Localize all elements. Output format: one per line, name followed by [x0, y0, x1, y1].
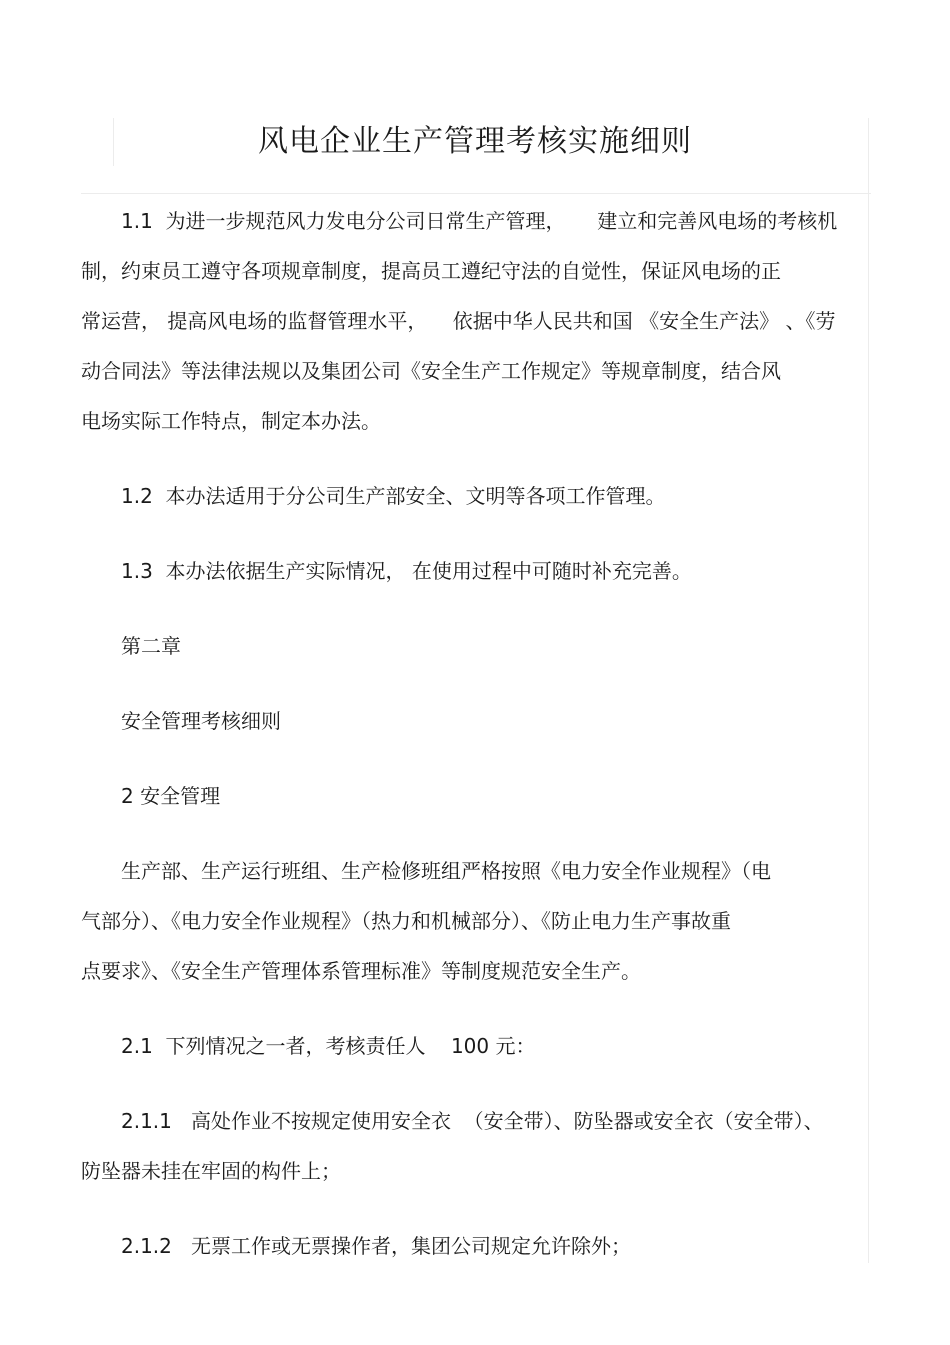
- paragraph-line: 第二章: [121, 634, 181, 658]
- paragraph-line: 安全管理考核细则: [121, 709, 281, 733]
- paragraph-line: 1.2 本办法适用于分公司生产部安全、文明等各项工作管理。: [121, 484, 666, 508]
- paragraph-line: 生产部、生产运行班组、生产检修班组严格按照《电力安全作业规程》（电: [121, 859, 771, 883]
- paragraph-line: 1.3 本办法依据生产实际情况， 在使用过程中可随时补充完善。: [121, 559, 692, 583]
- paragraph-line: 2.1 下列情况之一者，考核责任人 100 元：: [121, 1034, 536, 1058]
- chapter-subtitle: [81, 696, 871, 746]
- document-title: 风电企业生产管理考核实施细则: [258, 124, 692, 159]
- paragraph-2-1: [81, 1021, 871, 1071]
- document-body: [81, 196, 871, 1271]
- header-divider: [81, 193, 871, 194]
- paragraph-line: 2.1.2 无票工作或无票操作者，集团公司规定允许除外；: [121, 1234, 631, 1258]
- paragraph-2-1-2: [81, 1221, 871, 1271]
- paragraph-line: 常运营， 提高风电场的监督管理水平， 依据中华人民共和国 《安全生产法》 、《劳: [81, 309, 836, 333]
- paragraph-line: 2 安全管理: [121, 784, 221, 808]
- paragraph-line: 电场实际工作特点，制定本办法。: [81, 409, 381, 433]
- chapter-heading: [81, 621, 871, 671]
- paragraph-line: 动合同法》等法律法规以及集团公司《安全生产工作规定》等规章制度，结合风: [81, 359, 781, 383]
- paragraph-1-1: [81, 196, 871, 446]
- paragraph-2-intro: [81, 846, 871, 996]
- paragraph-line: 防坠器未挂在牢固的构件上；: [81, 1159, 341, 1183]
- paragraph-line: 1.1 为进一步规范风力发电分公司日常生产管理， 建立和完善风电场的考核机: [121, 209, 838, 233]
- paragraph-line: 2.1.1 高处作业不按规定使用安全衣 （安全带）、防坠器或安全衣（安全带）、: [121, 1109, 824, 1133]
- paragraph-line: 制，约束员工遵守各项规章制度，提高员工遵纪守法的自觉性，保证风电场的正: [81, 259, 781, 283]
- paragraph-1-3: [81, 546, 871, 596]
- paragraph-line: 点要求》、《安全生产管理体系管理标准》等制度规范安全生产。: [81, 959, 641, 983]
- paragraph-line: 气部分）、《电力安全作业规程》（热力和机械部分）、《防止电力生产事故重: [81, 909, 731, 933]
- section-heading-2: [81, 771, 871, 821]
- paragraph-1-2: [81, 471, 871, 521]
- paragraph-2-1-1: [81, 1096, 871, 1196]
